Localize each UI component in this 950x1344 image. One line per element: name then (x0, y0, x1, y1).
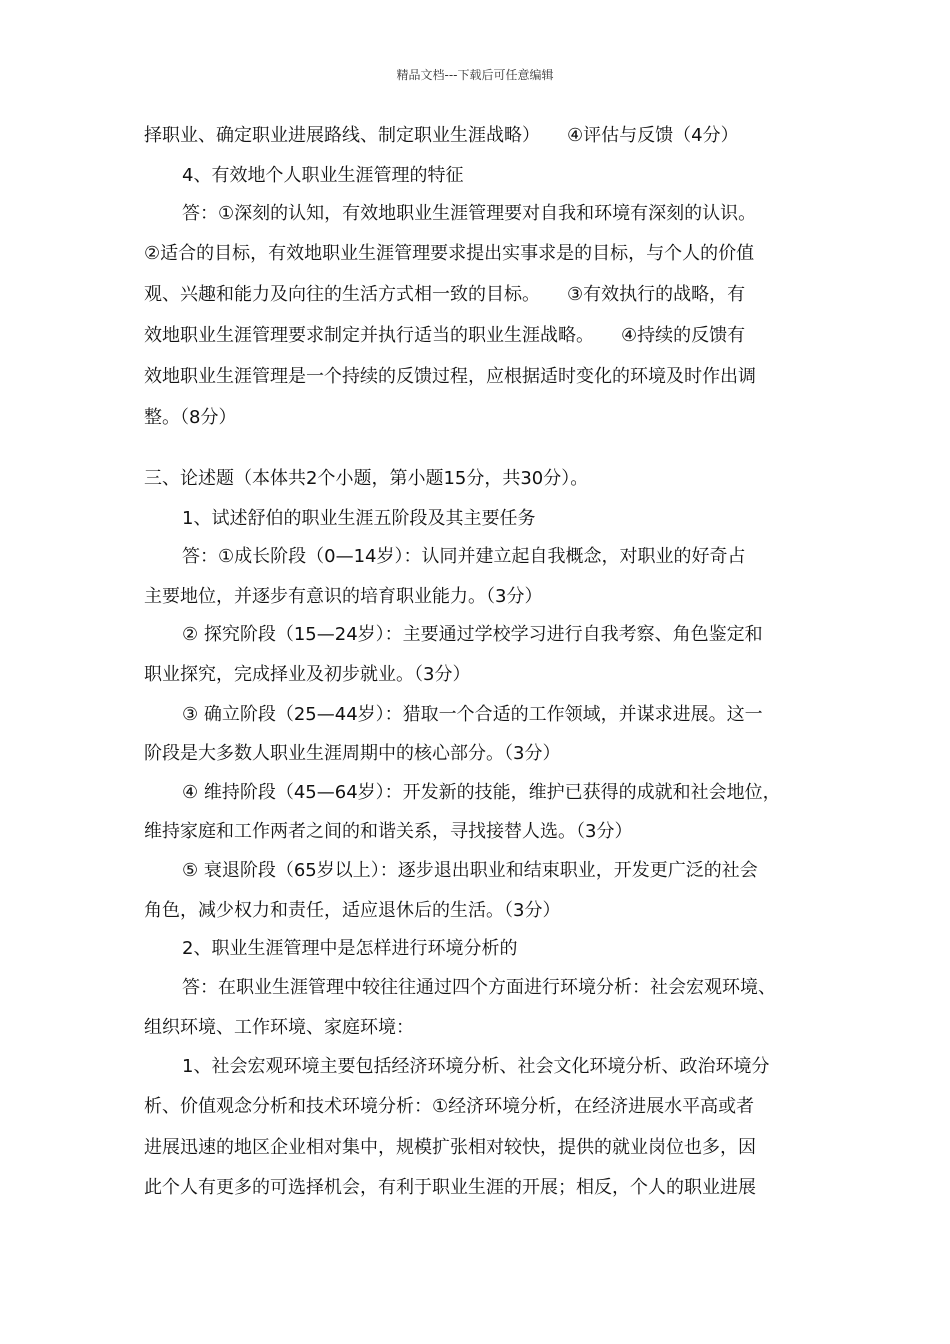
text-line: 主要地位，并逐步有意识的培育职业能力。（3分） (144, 586, 543, 607)
page-header: 精品文档---下载后可任意编辑 (396, 68, 554, 82)
text-line: ④ 维持阶段（45—64岁）：开发新的技能，维护已获得的成就和社会地位， (182, 782, 781, 803)
text-line: 三、论述题（本体共2个小题，第小题15分，共30分）。 (144, 468, 589, 489)
text-line: 1、试述舒伯的职业生涯五阶段及其主要任务 (182, 508, 536, 529)
text-line: 观、兴趣和能力及向往的生活方式相一致的目标。 ③有效执行的战略，有 (144, 284, 746, 305)
text-line: 1、社会宏观环境主要包括经济环境分析、社会文化环境分析、政治环境分 (182, 1056, 770, 1077)
text-line: 角色，减少权力和责任，适应退休后的生活。（3分） (144, 900, 561, 921)
text-line: 4、有效地个人职业生涯管理的特征 (182, 165, 464, 186)
text-line: ③ 确立阶段（25—44岁）：猎取一个合适的工作领域，并谋求进展。这一 (182, 704, 763, 725)
text-line: 答：①成长阶段（0—14岁）：认同并建立起自我概念，对职业的好奇占 (182, 546, 746, 567)
text-line: 效地职业生涯管理是一个持续的反馈过程，应根据适时变化的环境及时作出调 (144, 366, 756, 387)
text-line: 整。（8分） (144, 407, 237, 428)
text-line: 维持家庭和工作两者之间的和谐关系，寻找接替人选。（3分） (144, 821, 633, 842)
text-line: 阶段是大多数人职业生涯周期中的核心部分。（3分） (144, 743, 561, 764)
text-line: ②适合的目标，有效地职业生涯管理要求提出实事求是的目标，与个人的价值 (144, 243, 755, 264)
text-line: 组织环境、工作环境、家庭环境： (144, 1017, 414, 1038)
text-line: 此个人有更多的可选择机会，有利于职业生涯的开展；相反，个人的职业进展 (144, 1177, 756, 1198)
text-line: 答：①深刻的认知，有效地职业生涯管理要对自我和环境有深刻的认识。 (182, 203, 757, 224)
text-line: 择职业、确定职业进展路线、制定职业生涯战略） ④评估与反馈（4分） (144, 125, 739, 146)
text-line: 答：在职业生涯管理中较往往通过四个方面进行环境分析：社会宏观环境、 (182, 977, 776, 998)
text-line: 效地职业生涯管理要求制定并执行适当的职业生涯战略。 ④持续的反馈有 (144, 325, 746, 346)
text-line: 进展迅速的地区企业相对集中，规模扩张相对较快，提供的就业岗位也多，因 (144, 1137, 756, 1158)
text-line: 析、价值观念分析和技术环境分析：①经济环境分析，在经济进展水平高或者 (144, 1096, 755, 1117)
text-line: ⑤ 衰退阶段（65岁以上）：逐步退出职业和结束职业，开发更广泛的社会 (182, 860, 758, 881)
text-line: 职业探究，完成择业及初步就业。（3分） (144, 664, 471, 685)
text-line: 2、职业生涯管理中是怎样进行环境分析的 (182, 938, 518, 959)
text-line: ② 探究阶段（15—24岁）：主要通过学校学习进行自我考察、角色鉴定和 (182, 624, 763, 645)
